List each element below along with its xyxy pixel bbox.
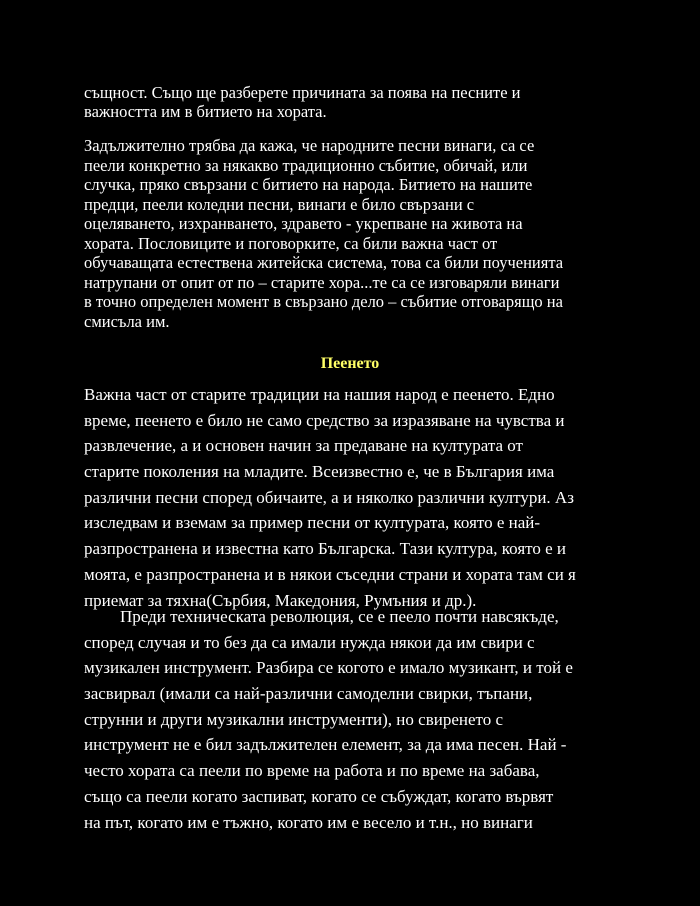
text-line: според случая и то без да са имали нужда някои да им свири с xyxy=(84,632,535,652)
text-line: развлечение, а и основен начин за предаване на културата от xyxy=(84,436,523,456)
text-line: изследвам и вземам за пример песни от културата, която е най- xyxy=(84,513,541,533)
text-line: същност. Също ще разберете причината за поява на песните и xyxy=(84,83,521,102)
text-line: оцеляването, изхранването, здравето - укрепване на живота на xyxy=(84,214,523,233)
text-line: различни песни според обичаите, а и няколко различни култури. Аз xyxy=(84,487,574,507)
text-line: старите поколения на младите. Всеизвестно е, че в България има xyxy=(84,462,555,482)
text-line: смисъла им. xyxy=(84,311,170,331)
text-line: засвирвал (имали са най-различни самоделни свирки, тъпани, xyxy=(84,684,533,704)
paragraph-folk-songs xyxy=(84,138,624,333)
text-line: предци, пеели коледни песни, винаги е било свързани с xyxy=(84,194,475,214)
text-line: приемат за тяхна(Сърбия, Македония, Румъния и др.). xyxy=(84,590,477,610)
text-line: моята, е разпространена и в някои съседни страни и хората там си я xyxy=(84,564,576,584)
section-heading: Пеенето xyxy=(320,355,380,372)
text-line: натрупани от опит от по – старите хора...те са се изговаряли винаги xyxy=(84,272,560,292)
text-line: време, пеенето е било не само средство за изразяване на чувства и xyxy=(84,410,565,430)
text-line: струнни и други музикални инструменти), но свиренето с xyxy=(84,709,504,729)
text-line: музикален инструмент. Разбира се когото е имало музикант, и той е xyxy=(84,658,573,678)
text-line: инструмент не е бил задължителен елемент, за да има песен. Най - xyxy=(84,735,567,755)
text-line: на път, когато им е тъжно, когато им е весело и т.н., но винаги xyxy=(84,812,533,832)
text-line: хората. Пословиците и поговорките, са били важна част от xyxy=(84,233,498,253)
text-line: пеели конкретно за някакво традиционно събитие, обичай, или xyxy=(84,155,528,175)
text-line: също са пеели когато заспиват, когато се събуждат, когато вървят xyxy=(84,786,554,806)
text-line: обучаващата естествена житейска система, това са били поученията xyxy=(84,253,564,272)
text-line: често хората са пеели по време на работа и по време на забава, xyxy=(84,761,540,781)
text-line: Важна част от старите традиции на нашия народ е пеенето. Едно xyxy=(84,385,555,404)
paragraph-singing xyxy=(84,386,624,617)
text-line: в точно определен момент в свързано дело – събитие отговарящо на xyxy=(84,292,563,311)
paragraph-intro-continuation xyxy=(84,85,624,123)
text-line: Преди техническата революция, се е пеело почти навсякъде, xyxy=(120,607,559,626)
paragraph-before-revolution xyxy=(84,608,624,839)
text-line: разпространена и известна като Българска. Тази култура, която е и xyxy=(84,539,566,559)
text-line: Задължително трябва да кажа, че народните песни винаги, са се xyxy=(84,136,535,155)
text-line: важността им в битието на хората. xyxy=(84,102,327,121)
text-line: случка, пряко свързани с битието на народа. Битието на нашите xyxy=(84,175,533,194)
